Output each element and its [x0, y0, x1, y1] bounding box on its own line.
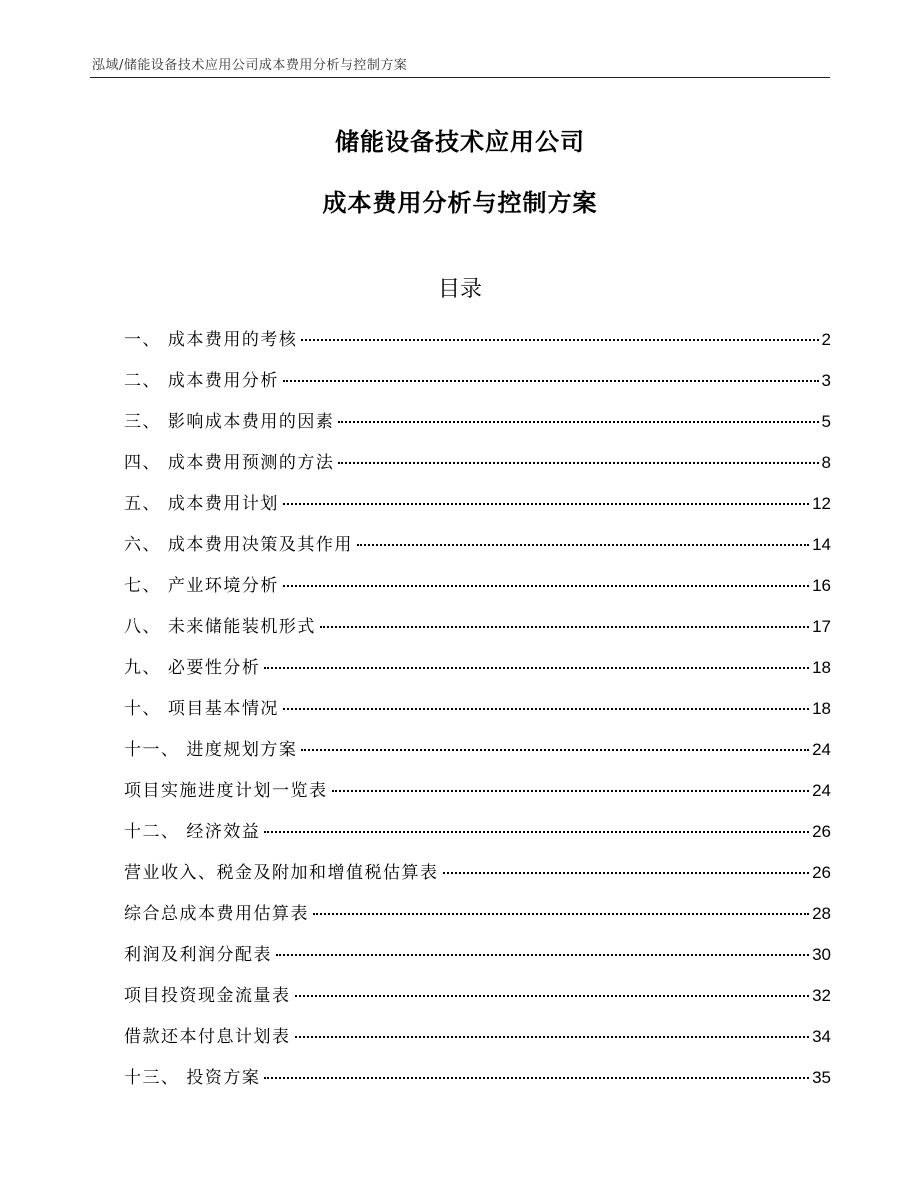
toc-leader-dots [283, 708, 809, 710]
toc-entry[interactable] [124, 606, 831, 647]
toc-entry-label: 二、 成本费用分析 [124, 371, 279, 391]
toc-entry-page: 16 [812, 576, 831, 595]
toc-leader-dots [313, 913, 809, 915]
toc-entry-page: 24 [812, 740, 831, 759]
toc-entry-label: 综合总成本费用估算表 [124, 904, 309, 924]
toc-leader-dots [295, 1036, 810, 1038]
toc-entry-label: 十三、 投资方案 [124, 1068, 261, 1088]
toc-entry-page: 30 [812, 945, 831, 964]
toc-entry[interactable] [124, 770, 831, 811]
toc-entry-label: 一、 成本费用的考核 [124, 330, 298, 350]
toc-entry-page: 32 [812, 986, 831, 1005]
toc-entry-label: 借款还本付息计划表 [124, 1027, 291, 1047]
toc-entry[interactable] [124, 524, 831, 565]
toc-entry-page: 8 [821, 453, 831, 472]
toc-entry-page: 14 [812, 535, 831, 554]
toc-heading: 目录 [437, 277, 482, 302]
document-title-line-1: 储能设备技术应用公司 [335, 128, 585, 156]
toc-leader-dots [338, 421, 818, 423]
toc-leader-dots [301, 339, 818, 341]
toc-entry[interactable] [124, 934, 831, 975]
toc-entry[interactable] [124, 688, 831, 729]
toc-entry-page: 3 [821, 371, 831, 390]
toc-leader-dots [283, 585, 809, 587]
header-divider [90, 77, 830, 78]
toc-leader-dots [301, 749, 809, 751]
toc-entry-label: 六、 成本费用决策及其作用 [124, 535, 353, 555]
toc-leader-dots [338, 462, 818, 464]
toc-leader-dots [264, 667, 809, 669]
toc-entry-page: 26 [812, 822, 831, 841]
toc-entry-label: 七、 产业环境分析 [124, 576, 279, 596]
toc-entry-label: 十二、 经济效益 [124, 822, 261, 842]
toc-entry[interactable] [124, 811, 831, 852]
toc-entry-label: 十、 项目基本情况 [124, 699, 279, 719]
toc-entry-page: 28 [812, 904, 831, 923]
toc-entry-page: 34 [812, 1027, 831, 1046]
toc-leader-dots [332, 790, 810, 792]
toc-entry[interactable] [124, 1016, 831, 1057]
toc-entry[interactable] [124, 565, 831, 606]
table-of-contents [124, 319, 831, 1098]
toc-entry-label: 四、 成本费用预测的方法 [124, 453, 335, 473]
toc-entry-label: 项目实施进度计划一览表 [124, 781, 328, 801]
toc-leader-dots [295, 995, 810, 997]
toc-entry-page: 24 [812, 781, 831, 800]
toc-leader-dots [357, 544, 809, 546]
toc-entry-page: 5 [821, 412, 831, 431]
toc-entry-label: 十一、 进度规划方案 [124, 740, 298, 760]
toc-entry[interactable] [124, 729, 831, 770]
toc-entry[interactable] [124, 401, 831, 442]
toc-entry-label: 项目投资现金流量表 [124, 986, 291, 1006]
toc-entry[interactable] [124, 1057, 831, 1098]
toc-entry[interactable] [124, 975, 831, 1016]
toc-leader-dots [283, 503, 809, 505]
document-title-line-2: 成本费用分析与控制方案 [322, 189, 598, 217]
toc-entry[interactable] [124, 647, 831, 688]
running-header: 泓域/储能设备技术应用公司成本费用分析与控制方案 [92, 58, 408, 73]
toc-leader-dots [264, 831, 809, 833]
toc-entry-label: 三、 影响成本费用的因素 [124, 412, 335, 432]
toc-entry[interactable] [124, 852, 831, 893]
toc-entry[interactable] [124, 360, 831, 401]
toc-entry-page: 18 [812, 658, 831, 677]
toc-leader-dots [264, 1077, 809, 1079]
toc-entry[interactable] [124, 893, 831, 934]
toc-entry-page: 35 [812, 1068, 831, 1087]
toc-entry-label: 营业收入、税金及附加和增值税估算表 [124, 863, 439, 883]
toc-entry-label: 利润及利润分配表 [124, 945, 272, 965]
toc-entry-page: 18 [812, 699, 831, 718]
toc-leader-dots [320, 626, 809, 628]
toc-entry[interactable] [124, 442, 831, 483]
toc-entry-label: 八、 未来储能装机形式 [124, 617, 316, 637]
toc-leader-dots [443, 872, 810, 874]
toc-entry[interactable] [124, 483, 831, 524]
toc-entry-page: 2 [821, 330, 831, 349]
toc-entry[interactable] [124, 319, 831, 360]
toc-leader-dots [276, 954, 809, 956]
toc-entry-page: 26 [812, 863, 831, 882]
toc-leader-dots [283, 380, 819, 382]
toc-entry-label: 五、 成本费用计划 [124, 494, 279, 514]
toc-entry-page: 12 [812, 494, 831, 513]
toc-entry-page: 17 [812, 617, 831, 636]
toc-entry-label: 九、 必要性分析 [124, 658, 261, 678]
